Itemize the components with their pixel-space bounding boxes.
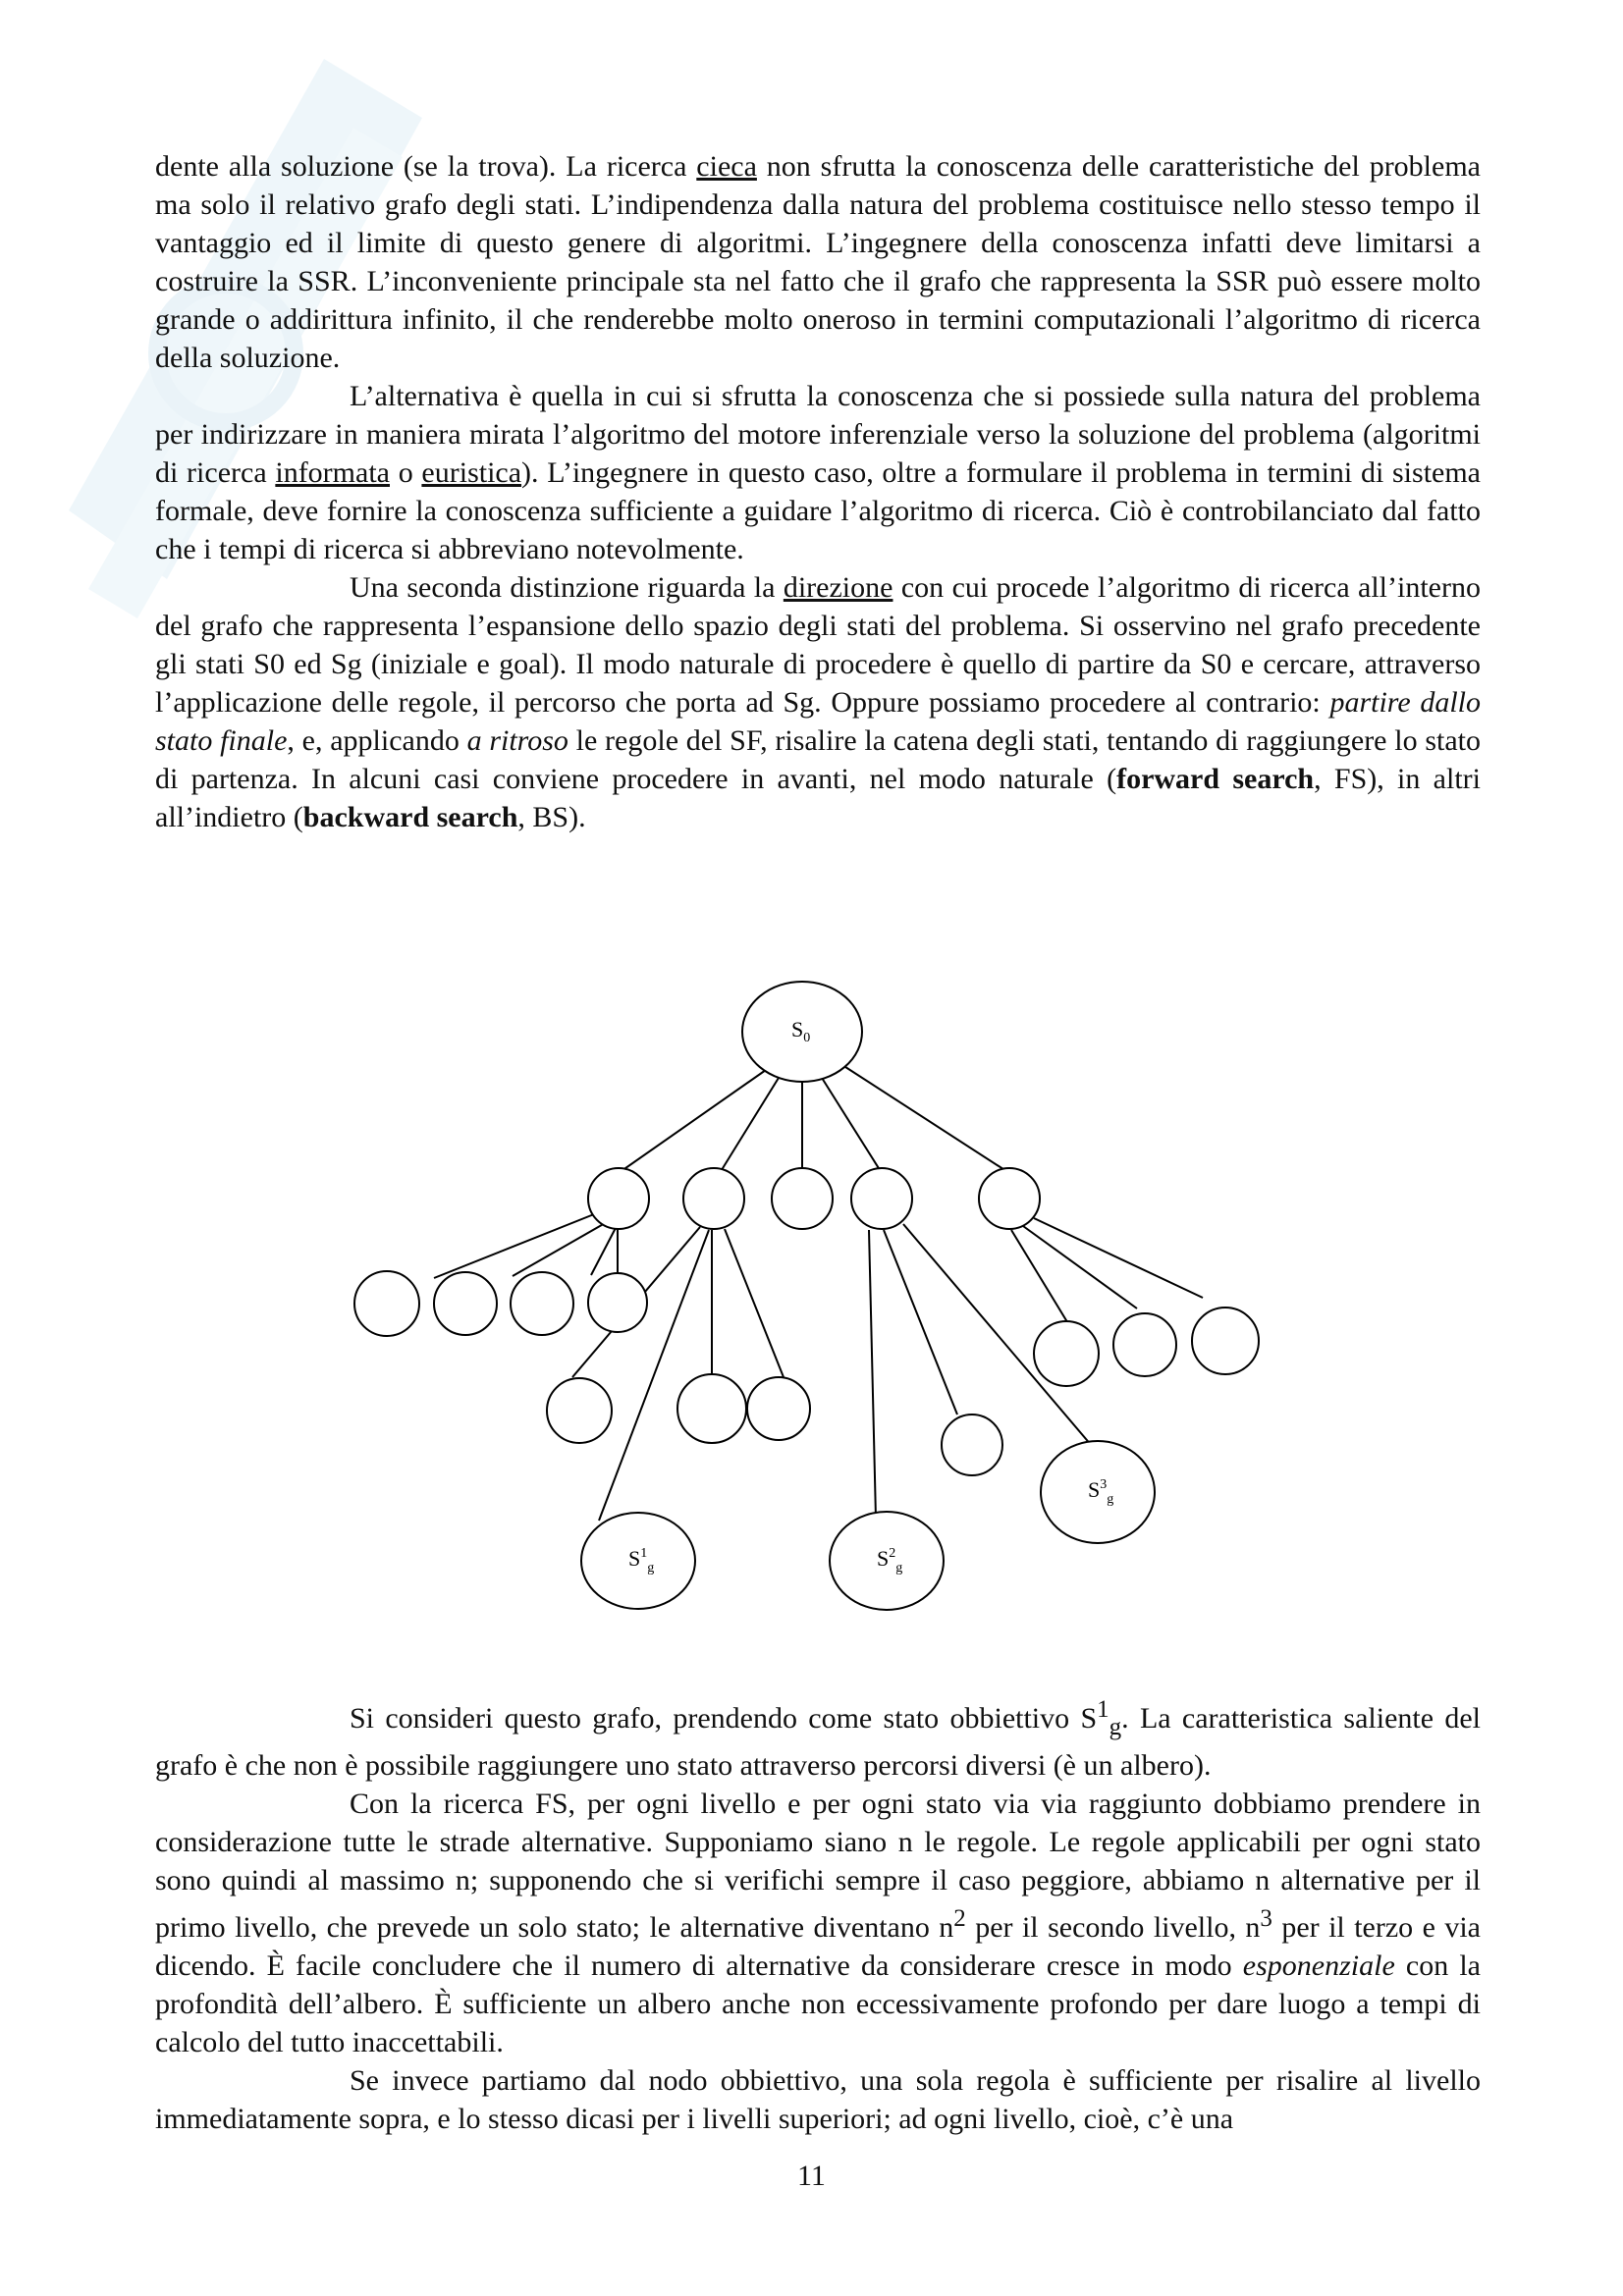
text-run: Si consideri questo grafo, prendendo come stato obbiettivo S [350,1702,1098,1735]
tree-edge [725,1229,784,1377]
tree-node [851,1168,912,1229]
paragraph-4 [155,1690,1481,1785]
superscript: 1 [1097,1696,1109,1723]
tree-edge [591,1226,617,1275]
term-informata: informata [275,456,390,489]
tree-node [772,1168,833,1229]
term-cieca: cieca [696,150,757,183]
text-run: le regole del SF, risalire la catena degli stati, tentando di raggiungere lo stato di partenza. In alcuni casi conviene procedere in avanti, nel modo naturale ( [155,724,1481,795]
bold-term: backward search [302,801,518,833]
tree-node [547,1378,612,1443]
search-tree-diagram [334,977,1276,1644]
tree-node [677,1374,746,1443]
text-run: dente alla soluzione (se la trova). La ricerca [155,150,697,183]
tree-edge [619,1070,766,1173]
term-direzione: direzione [783,571,893,604]
tree-edge [869,1230,876,1519]
root-label: $S_0$ [791,1017,811,1045]
superscript: 2 [953,1905,966,1932]
text-run: con cui procede l’algoritmo di ricerca all’interno del grafo che rappresenta l’espansione dello spazio degli stati del problema. Si osservino nel grafo precedente gli stati S0 ed Sg (iniziale e goal). Il modo naturale di procedere è quello di partire da S0 e cercare, attraverso l’applicazione delle regole, il percorso che porta ad Sg. Oppure possiamo procedere al contrario: [155,571,1481,719]
tree-edge [1034,1218,1203,1298]
tree-edge [1011,1230,1072,1330]
text-run: L’alternativa è quella in cui si sfrutta la conoscenza che si possiede sulla natura del problema per indirizzare in maniera mirata l’algoritmo del motore inferenziale verso la soluzione del problema (algoritmi di ricerca [155,380,1481,489]
text-run: . La caratteristica saliente del grafo è che non è possibile raggiungere uno stato attraverso percorsi diversi (è un albero). [155,1702,1481,1782]
paragraph-6 [155,2061,1481,2138]
goal-label-1: $S^1_g$ [628,1546,655,1575]
emphasis-text: partire dallo stato finale [155,686,1481,757]
bold-term: forward search [1116,763,1315,795]
page-number: 11 [797,2160,826,2192]
emphasis-text: a ritroso [466,724,568,757]
text-run: con la profondità dell’albero. È sufficiente un albero anche non eccessivamente profondo per dare luogo a tempi di calcolo del tutto inaccettabili. [155,1949,1481,2058]
tree-node [942,1415,1002,1475]
text-run: , FS), in altri all’indietro ( [155,763,1481,833]
tree-node [1113,1313,1176,1376]
text-run: per il terzo e via dicendo. È facile concludere che il numero di alternative da considerare cresce in modo [155,1911,1481,1982]
tree-edge [1023,1226,1137,1308]
tree-node [1192,1308,1259,1374]
text-run: Con la ricerca FS, per ogni livello e per ogni stato via via raggiunto dobbiamo prendere in considerazione tutte le strade alternative. Supponiamo siano n le regole. Le regole applicabili per ogni stato sono quindi al massimo n; supponendo che si verifichi sempre il caso peggiore, abbiamo n alternative per il primo livello, che prevede un solo stato; le alternative diventano n [155,1788,1481,1944]
tree-node [511,1272,573,1335]
paragraph-5 [155,1785,1481,2061]
paragraph-2 [155,377,1481,568]
tree-node [354,1271,419,1336]
tree-edge [434,1212,599,1278]
goal-label-3: $S^3_g$ [1088,1477,1114,1507]
text-run: non sfrutta la conoscenza delle caratteristiche del problema ma solo il relativo grafo degli stati. L’indipendenza dalla natura del problema costituisce nello stesso tempo il vantaggio ed il limite di questo genere di algoritmi. L’ingegnere della conoscenza infatti deve limitarsi a costruire la SSR. L’inconveniente principale sta nel fatto che il grafo che rappresenta la SSR può essere molto grande o addirittura infinito, il che renderebbe molto oneroso in termini computazionali l’algoritmo di ricerca della soluzione. [155,150,1481,374]
superscript: 3 [1260,1905,1272,1932]
tree-node [588,1273,647,1332]
tree-edge [720,1078,779,1173]
tree-edge [884,1230,957,1415]
body-text-bottom [155,1690,1481,2138]
tree-node [434,1272,497,1335]
text-run: , BS). [517,801,586,833]
tree-node [979,1168,1040,1229]
subscript: g [1109,1714,1122,1740]
emphasis-text: esponenziale [1242,1949,1395,1982]
term-euristica: euristica [421,456,522,489]
body-text-top [155,147,1481,836]
tree-edge [822,1078,882,1173]
tree-edge [513,1222,607,1276]
tree-node [747,1377,810,1440]
text-run: per il secondo livello, n [965,1911,1261,1944]
tree-node [1034,1321,1099,1386]
goal-label-2: $S^2_g$ [877,1546,903,1575]
tree-node [588,1168,649,1229]
paragraph-3 [155,568,1481,836]
text-run: o [389,456,422,489]
tree-node [683,1168,744,1229]
text-run: ). L’ingegnere in questo caso, oltre a formulare il problema in termini di sistema formale, deve fornire la conoscenza sufficiente a guidare l’algoritmo di ricerca. Ciò è controbilanciato dal fatto che i tempi di ricerca si abbreviano notevolmente. [155,456,1481,565]
tree-edge [842,1065,1009,1173]
text-run: , e, applicando [287,724,467,757]
text-run: Se invece partiamo dal nodo obbiettivo, una sola regola è sufficiente per risalire al livello immediatamente sopra, e lo stesso dicasi per i livelli superiori; ad ogni livello, cioè, c’è una [155,2064,1481,2135]
paragraph-1 [155,147,1481,377]
text-run: Una seconda distinzione riguarda la [350,571,784,604]
